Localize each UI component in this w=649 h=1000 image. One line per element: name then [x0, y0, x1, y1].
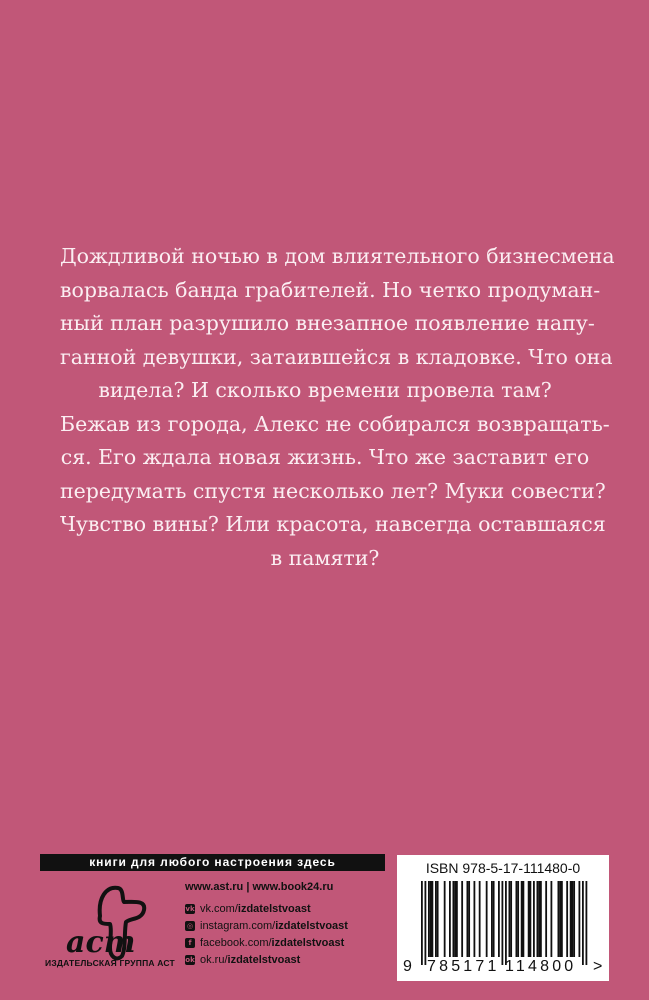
- ean-right-group: 114800: [505, 958, 577, 975]
- vk-icon: vk: [185, 904, 195, 913]
- barcode-bar: [449, 881, 451, 957]
- odnoklassniki-icon: ok: [185, 955, 195, 964]
- social-link-odnoklassniki[interactable]: [185, 951, 390, 968]
- barcode-bar: [510, 881, 512, 957]
- isbn-barcode-box: [397, 855, 609, 981]
- blurb-line: ворвалась банда грабителей. Но четко продуман-: [60, 277, 601, 302]
- barcode-bar: [454, 881, 456, 957]
- isbn-label: ISBN 978-5-17-111480-0: [425, 860, 581, 876]
- social-link-vk[interactable]: [185, 900, 390, 917]
- barcode-bar: [479, 881, 481, 957]
- blurb-line: Бежав из города, Алекс не собирался возвращать-: [60, 411, 610, 436]
- barcode-bar: [461, 881, 463, 957]
- barcode-bar: [517, 881, 519, 957]
- social-link-handle: izdatelstvoast: [237, 902, 311, 915]
- barcode-bar: [540, 881, 542, 957]
- barcode-bar: [453, 881, 455, 957]
- barcode-bar: [498, 881, 500, 957]
- blurb-line: ся. Его ждала новая жизнь. Что же заставит его: [60, 445, 590, 469]
- barcode-bar: [523, 881, 525, 957]
- website-links[interactable]: www.ast.ru | www.book24.ru: [185, 881, 334, 893]
- ean-first-digit: 9: [403, 958, 412, 975]
- barcode-bar: [502, 881, 504, 965]
- instagram-icon: ◎: [186, 921, 194, 930]
- barcode-bar: [570, 881, 572, 957]
- barcode-bar: [468, 881, 470, 957]
- barcode-bar: [582, 881, 584, 965]
- slogan-banner: книги для любого настроения здесь: [40, 854, 385, 871]
- social-link-prefix: vk.com/: [200, 902, 238, 915]
- barcode-bar: [533, 881, 535, 957]
- barcode-bar: [537, 881, 539, 957]
- barcode-bar: [551, 881, 553, 957]
- barcode-bar: [421, 881, 423, 965]
- publisher-links: [185, 880, 390, 968]
- barcode-bar: [425, 881, 427, 965]
- blurb-line: в памяти?: [270, 545, 380, 570]
- barcode-bar: [545, 881, 547, 957]
- barcode-bar: [521, 881, 523, 957]
- barcode-bar: [559, 881, 561, 957]
- barcode-bar: [474, 881, 476, 957]
- back-cover-blurb: [60, 240, 615, 575]
- barcode-bar: [558, 881, 560, 957]
- social-link-instagram[interactable]: [185, 917, 390, 934]
- ean-arrow: >: [593, 958, 603, 975]
- barcode-bar: [437, 881, 439, 957]
- social-link-prefix: ok.ru/: [200, 953, 228, 966]
- barcode-bar: [530, 881, 532, 957]
- barcode-bar: [491, 881, 493, 957]
- barcode-bar: [430, 881, 432, 957]
- barcode-bar: [538, 881, 540, 957]
- social-link-handle: izdatelstvoast: [275, 919, 348, 932]
- ean-left-group: 785171: [427, 958, 500, 975]
- barcode-bar: [528, 881, 530, 957]
- blurb-line: ный план разрушило внезапное появление напу-: [60, 311, 595, 335]
- barcode-bar: [486, 881, 488, 957]
- barcode-bar: [586, 881, 588, 965]
- blurb-line: Дождливой ночью в дом влиятельного бизнесмена: [60, 244, 615, 268]
- publisher-caption: ИЗДАТЕЛЬСКАЯ ГРУППА АСТ: [45, 958, 175, 968]
- blurb-line: видела? И сколько времени провела там?: [98, 378, 552, 402]
- barcode-bar: [566, 881, 568, 957]
- social-link-handle: izdatelstvoast: [271, 936, 345, 949]
- barcode-bar: [467, 881, 469, 957]
- social-link-handle: izdatelstvoast: [227, 953, 301, 966]
- barcode-bar: [428, 881, 430, 957]
- barcode-bar: [493, 881, 495, 957]
- barcode-bar: [435, 881, 437, 957]
- blurb-line: ганной девушки, затаившейся в кладовке. Что она: [60, 344, 613, 369]
- barcode-bar: [579, 881, 581, 957]
- barcode-bar: [444, 881, 446, 957]
- facebook-icon: f: [185, 938, 195, 948]
- barcode-bar: [456, 881, 458, 957]
- blurb-line: Чувство вины? Или красота, навсегда оставшаяся: [60, 512, 606, 536]
- barcode-bar: [505, 881, 507, 965]
- barcode-bar: [516, 881, 518, 957]
- blurb-line: передумать спустя несколько лет? Муки совести?: [60, 478, 606, 503]
- barcode-bar: [573, 881, 575, 957]
- barcode-bar: [432, 881, 434, 957]
- barcode-bar: [509, 881, 511, 957]
- social-link-facebook[interactable]: [185, 934, 390, 951]
- ast-logo-text: аст: [66, 925, 136, 960]
- barcode-bar: [572, 881, 574, 957]
- social-link-prefix: instagram.com/: [200, 919, 276, 932]
- social-link-prefix: facebook.com/: [200, 936, 272, 949]
- ean-barcode: [415, 881, 593, 967]
- barcode-bar: [561, 881, 563, 957]
